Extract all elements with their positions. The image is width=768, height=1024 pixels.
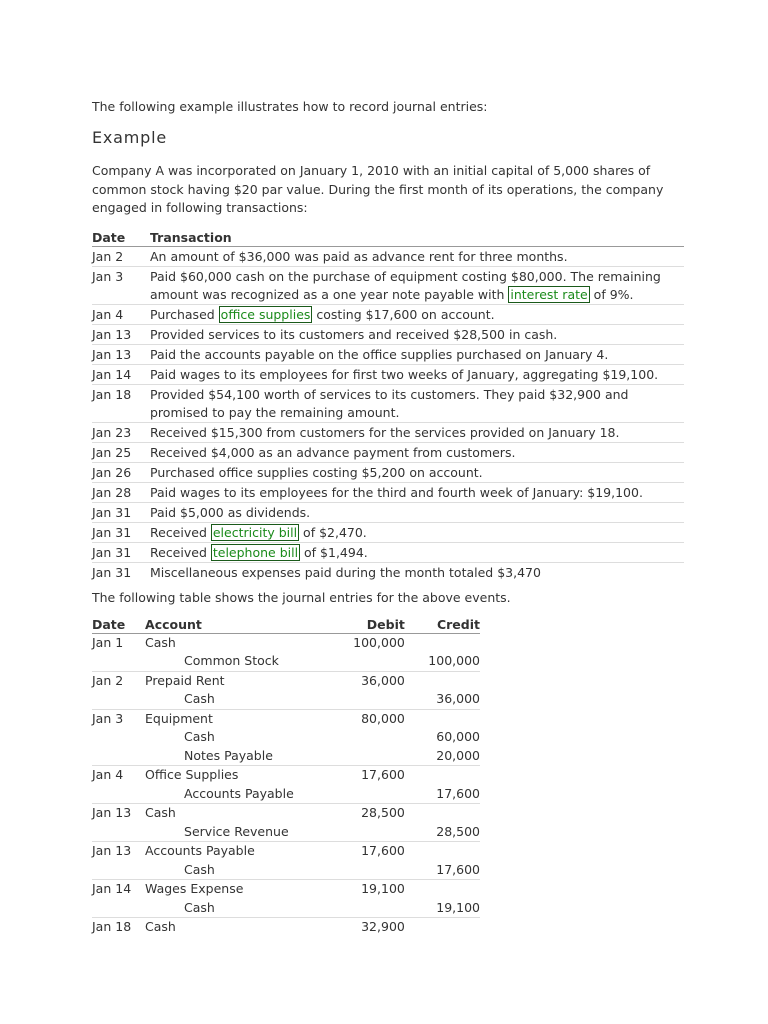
credit-amount: 28,500 <box>405 823 480 842</box>
credit-amount: 36,000 <box>405 690 480 709</box>
entry-date: Jan 18 <box>92 919 132 934</box>
entry-date: Jan 4 <box>92 767 124 782</box>
transaction-text: Provided services to its customers and received $28,500 in cash. <box>150 324 684 344</box>
transaction-row <box>92 324 684 344</box>
journal-row <box>92 671 480 690</box>
transaction-date: Jan 28 <box>92 482 150 502</box>
transaction-row <box>92 442 684 462</box>
example-heading: Example <box>92 128 168 147</box>
transaction-date: Jan 2 <box>92 246 150 266</box>
journal-row <box>92 633 480 652</box>
account-name: Cash <box>145 919 176 934</box>
transaction-text: Paid wages to its employees for the third and fourth week of January: $19,100. <box>150 482 684 502</box>
credit-amount <box>405 842 480 861</box>
debit-amount <box>325 728 405 747</box>
credit-amount <box>405 880 480 899</box>
transaction-date: Jan 31 <box>92 502 150 522</box>
account-name: Cash <box>145 861 325 880</box>
journal-intro-text: The following table shows the journal entries for the above events. <box>92 589 511 605</box>
account-name: Accounts Payable <box>145 785 325 804</box>
transaction-date: Jan 26 <box>92 462 150 482</box>
debit-amount <box>325 899 405 918</box>
transaction-row <box>92 266 684 304</box>
journal-row <box>92 785 480 804</box>
credit-amount <box>405 709 480 728</box>
journal-row <box>92 899 480 918</box>
journal-row <box>92 690 480 709</box>
account-name: Accounts Payable <box>145 843 255 858</box>
transaction-text: Purchased office supplies costing $5,200 on account. <box>150 462 684 482</box>
transactions-header-row <box>92 230 684 247</box>
credit-header: Credit <box>405 617 480 634</box>
transaction-row <box>92 384 684 422</box>
journal-row <box>92 709 480 728</box>
transaction-row <box>92 422 684 442</box>
transaction-date: Jan 4 <box>92 304 150 324</box>
entry-date: Jan 1 <box>92 634 124 650</box>
transaction-row <box>92 522 684 542</box>
account-name: Service Revenue <box>145 823 325 842</box>
account-name: Office Supplies <box>145 767 239 782</box>
intro-text: The following example illustrates how to record journal entries: <box>92 99 488 114</box>
transaction-row <box>92 542 684 562</box>
journal-row <box>92 880 480 899</box>
transaction-text-pre: Received <box>150 524 211 540</box>
debit-amount: 28,500 <box>361 805 405 820</box>
account-header: Account <box>145 617 325 634</box>
debit-amount <box>325 690 405 709</box>
transaction-text: Miscellaneous expenses paid during the month totaled $3,470 <box>150 564 541 580</box>
transaction-text-pre: Received <box>150 544 211 560</box>
credit-amount: 100,000 <box>405 652 480 671</box>
transaction-text-pre: Paid $60,000 cash on the purchase of equipment costing $80,000. The remaining amount was recognized as a one year note payable with <box>150 268 661 302</box>
transaction-text <box>150 304 684 324</box>
transaction-text-pre: Purchased <box>150 306 219 322</box>
debit-amount <box>325 652 405 671</box>
credit-amount: 19,100 <box>405 899 480 918</box>
journal-row <box>92 804 480 823</box>
transaction-row <box>92 502 684 522</box>
journal-row <box>92 842 480 861</box>
debit-amount: 19,100 <box>361 881 405 896</box>
journal-row <box>92 747 480 766</box>
journal-row <box>92 861 480 880</box>
account-name: Cash <box>145 690 325 709</box>
account-name: Wages Expense <box>145 881 244 896</box>
date-header: Date <box>92 617 145 634</box>
transaction-text: Paid the accounts payable on the office supplies purchased on January 4. <box>150 344 684 364</box>
transaction-text: Received $4,000 as an advance payment from customers. <box>150 442 684 462</box>
credit-amount: 17,600 <box>405 785 480 804</box>
entry-date: Jan 13 <box>92 843 132 858</box>
transaction-date: Jan 18 <box>92 384 150 422</box>
account-name: Cash <box>145 634 176 650</box>
credit-amount <box>405 918 480 937</box>
account-name: Common Stock <box>145 652 325 671</box>
office-supplies-link[interactable]: office supplies <box>220 306 311 322</box>
account-name: Cash <box>145 899 325 918</box>
transaction-date: Jan 31 <box>92 522 150 542</box>
transaction-row <box>92 246 684 266</box>
transaction-text <box>150 266 684 304</box>
journal-row <box>92 652 480 671</box>
transaction-text: Received $15,300 from customers for the services provided on January 18. <box>150 422 684 442</box>
transaction-date: Jan 23 <box>92 422 150 442</box>
transaction-date: Jan 3 <box>92 266 150 304</box>
interest-rate-link[interactable]: interest rate <box>510 286 588 302</box>
transaction-row <box>92 562 684 582</box>
transaction-text <box>150 542 684 562</box>
transaction-text-post: of $1,494. <box>300 544 368 560</box>
transaction-text <box>150 522 684 542</box>
debit-amount <box>325 823 405 842</box>
journal-entries-table <box>92 617 480 937</box>
transaction-header: Transaction <box>150 230 684 247</box>
debit-amount: 17,600 <box>361 767 405 782</box>
credit-amount <box>405 804 480 823</box>
entry-date: Jan 13 <box>92 805 132 820</box>
debit-amount: 36,000 <box>361 672 405 688</box>
transaction-row <box>92 364 684 384</box>
transaction-text: Paid wages to its employees for first two weeks of January, aggregating $19,100. <box>150 364 684 384</box>
credit-amount: 60,000 <box>436 729 480 744</box>
transaction-text: Paid $5,000 as dividends. <box>150 502 684 522</box>
journal-row <box>92 918 480 937</box>
credit-amount <box>405 671 480 690</box>
debit-amount: 80,000 <box>361 710 405 726</box>
transaction-row <box>92 304 684 324</box>
debit-amount: 32,900 <box>361 919 405 934</box>
transaction-date: Jan 25 <box>92 442 150 462</box>
credit-amount: 17,600 <box>405 861 480 880</box>
transaction-date: Jan 13 <box>92 344 150 364</box>
journal-row <box>92 823 480 842</box>
transactions-table <box>92 230 684 582</box>
transaction-row <box>92 482 684 502</box>
journal-row <box>92 766 480 785</box>
transaction-date: Jan 13 <box>92 324 150 344</box>
debit-amount <box>325 785 405 804</box>
credit-amount: 20,000 <box>405 747 480 766</box>
transaction-text-post: of $2,470. <box>299 524 367 540</box>
journal-row <box>92 728 480 747</box>
transaction-text-post: costing $17,600 on account. <box>312 306 495 322</box>
company-description: Company A was incorporated on January 1, 2010 with an initial capital of 5,000 shares of common stock having $20 par value. During the first month of its operations, the company engaged in following transactions: <box>92 163 664 215</box>
date-header: Date <box>92 230 150 247</box>
debit-amount <box>325 747 405 766</box>
transaction-text: Provided $54,100 worth of services to its customers. They paid $32,900 and promised to pay the remaining amount. <box>150 384 684 422</box>
debit-amount: 100,000 <box>353 634 405 650</box>
entry-date: Jan 14 <box>92 881 132 896</box>
electricity-bill-link[interactable]: electricity bill <box>212 524 298 540</box>
credit-amount <box>405 633 480 652</box>
telephone-bill-link[interactable]: telephone bill <box>212 544 299 560</box>
debit-amount <box>325 861 405 880</box>
journal-header-row <box>92 617 480 634</box>
account-name: Cash <box>184 729 215 744</box>
transaction-text: An amount of $36,000 was paid as advance rent for three months. <box>150 246 684 266</box>
credit-amount <box>405 766 480 785</box>
debit-amount: 17,600 <box>361 843 405 858</box>
transaction-row <box>92 462 684 482</box>
entry-date: Jan 3 <box>92 710 124 726</box>
account-name: Notes Payable <box>145 747 325 766</box>
transaction-row <box>92 344 684 364</box>
entry-date: Jan 2 <box>92 672 124 688</box>
transaction-date: Jan 14 <box>92 364 150 384</box>
account-name: Equipment <box>145 710 213 726</box>
document-page <box>92 98 684 937</box>
account-name: Cash <box>145 805 176 820</box>
transaction-date: Jan 31 <box>92 564 132 580</box>
account-name: Prepaid Rent <box>145 672 225 688</box>
transaction-text-post: of 9%. <box>589 286 634 302</box>
transaction-date: Jan 31 <box>92 542 150 562</box>
debit-header: Debit <box>325 617 405 634</box>
